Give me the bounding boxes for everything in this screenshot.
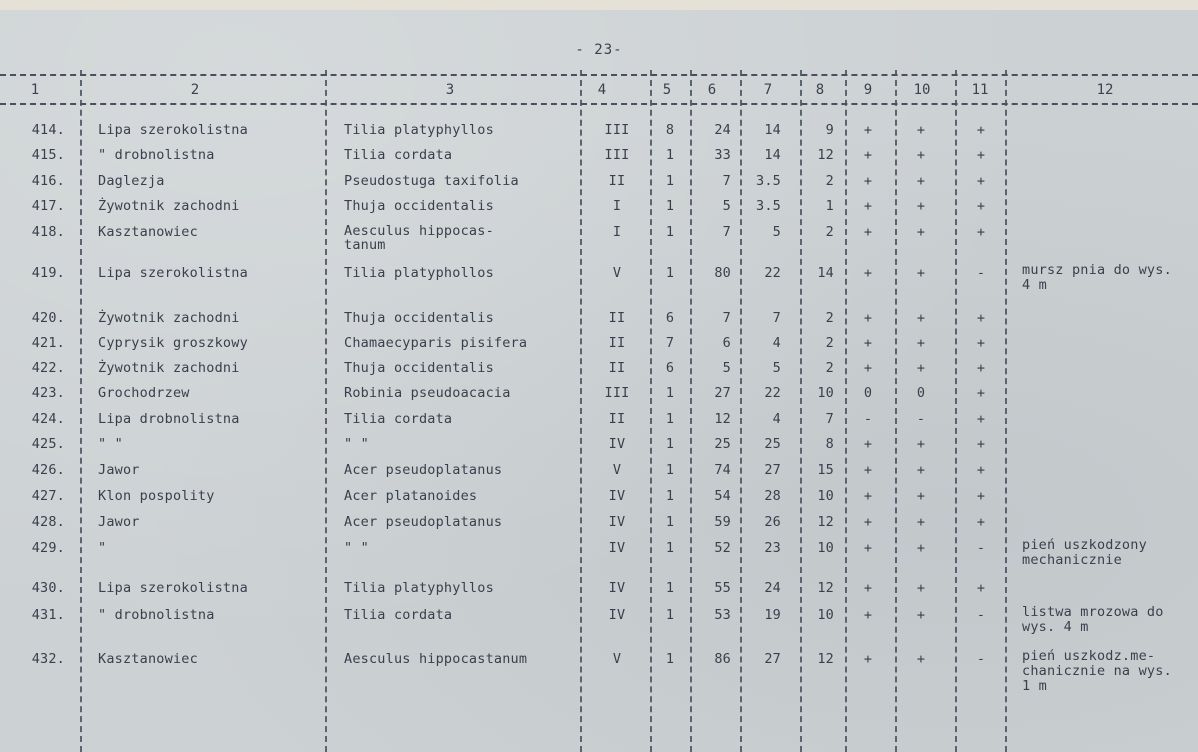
polish-name: Żywotnik zachodni bbox=[98, 360, 240, 376]
diameter: 52 bbox=[714, 540, 731, 556]
condition-a: + bbox=[863, 224, 873, 240]
condition-c: + bbox=[976, 462, 986, 478]
row-number: 414. bbox=[31, 122, 65, 138]
age-class: IV bbox=[608, 514, 626, 530]
crown-width: 7 bbox=[825, 411, 834, 427]
condition-a: + bbox=[863, 580, 873, 596]
diameter: 74 bbox=[714, 462, 731, 478]
age-class: II bbox=[608, 360, 626, 376]
crown-width: 15 bbox=[817, 462, 834, 478]
column-header: 6 bbox=[707, 82, 717, 98]
polish-name: Grochodrzew bbox=[98, 385, 190, 401]
height: 26 bbox=[764, 514, 781, 530]
crown-width: 12 bbox=[817, 147, 834, 163]
column-divider bbox=[80, 70, 82, 752]
age-class: IV bbox=[608, 580, 626, 596]
condition-a: + bbox=[863, 335, 873, 351]
condition-b: + bbox=[916, 265, 926, 281]
latin-name: Chamaecyparis pisifera bbox=[344, 335, 528, 351]
condition-b: + bbox=[916, 360, 926, 376]
count: 1 bbox=[665, 173, 675, 189]
column-divider bbox=[690, 70, 692, 752]
condition-c: + bbox=[976, 411, 986, 427]
diameter: 53 bbox=[714, 607, 731, 623]
polish-name: Kasztanowiec bbox=[98, 224, 198, 240]
condition-c: + bbox=[976, 360, 986, 376]
row-number: 421. bbox=[31, 335, 65, 351]
latin-name: Tilia cordata bbox=[344, 147, 453, 163]
condition-b: - bbox=[916, 411, 926, 427]
column-divider bbox=[325, 70, 327, 752]
condition-b: + bbox=[916, 122, 926, 138]
height: 14 bbox=[764, 147, 781, 163]
polish-name: Żywotnik zachodni bbox=[98, 310, 240, 326]
crown-width: 2 bbox=[825, 360, 834, 376]
count: 1 bbox=[665, 147, 675, 163]
condition-b: + bbox=[916, 224, 926, 240]
condition-c: + bbox=[976, 436, 986, 452]
condition-b: + bbox=[916, 580, 926, 596]
crown-width: 2 bbox=[825, 224, 834, 240]
count: 1 bbox=[665, 607, 675, 623]
diameter: 7 bbox=[722, 173, 731, 189]
age-class: IV bbox=[608, 436, 626, 452]
age-class: V bbox=[612, 462, 622, 478]
diameter: 55 bbox=[714, 580, 731, 596]
latin-name: Tilia platyphyllos bbox=[344, 580, 494, 596]
height: 22 bbox=[764, 265, 781, 281]
count: 1 bbox=[665, 488, 675, 504]
condition-b: + bbox=[916, 651, 926, 667]
crown-width: 12 bbox=[817, 580, 834, 596]
diameter: 27 bbox=[714, 385, 731, 401]
age-class: III bbox=[604, 385, 630, 401]
column-divider bbox=[955, 70, 957, 752]
count: 1 bbox=[665, 265, 675, 281]
condition-a: + bbox=[863, 265, 873, 281]
count: 6 bbox=[665, 310, 675, 326]
crown-width: 2 bbox=[825, 310, 834, 326]
condition-a: + bbox=[863, 514, 873, 530]
diameter: 86 bbox=[714, 651, 731, 667]
remarks: pień uszkodzony mechanicznie bbox=[1022, 537, 1147, 568]
age-class: II bbox=[608, 310, 626, 326]
condition-a: + bbox=[863, 540, 873, 556]
age-class: V bbox=[612, 265, 622, 281]
count: 1 bbox=[665, 514, 675, 530]
count: 1 bbox=[665, 224, 675, 240]
height: 25 bbox=[764, 436, 781, 452]
condition-a: + bbox=[863, 173, 873, 189]
count: 6 bbox=[665, 360, 675, 376]
condition-b: + bbox=[916, 147, 926, 163]
crown-width: 2 bbox=[825, 335, 834, 351]
height: 3.5 bbox=[756, 198, 781, 214]
condition-c: + bbox=[976, 122, 986, 138]
diameter: 6 bbox=[722, 335, 731, 351]
latin-name: Acer platanoides bbox=[344, 488, 478, 504]
crown-width: 10 bbox=[817, 607, 834, 623]
latin-name: Thuja occidentalis bbox=[344, 360, 494, 376]
row-number: 415. bbox=[31, 147, 65, 163]
polish-name: Lipa szerokolistna bbox=[98, 122, 248, 138]
row-number: 422. bbox=[31, 360, 65, 376]
condition-c: - bbox=[976, 540, 986, 556]
polish-name: Kasztanowiec bbox=[98, 651, 198, 667]
latin-name: " " bbox=[344, 436, 369, 452]
row-number: 427. bbox=[31, 488, 65, 504]
condition-b: + bbox=[916, 488, 926, 504]
diameter: 7 bbox=[722, 224, 731, 240]
column-divider bbox=[650, 70, 652, 752]
condition-a: + bbox=[863, 436, 873, 452]
latin-name: Acer pseudoplatanus bbox=[344, 514, 503, 530]
polish-name: Cyprysik groszkowy bbox=[98, 335, 248, 351]
column-header: 12 bbox=[1096, 82, 1114, 98]
height: 3.5 bbox=[756, 173, 781, 189]
polish-name: Lipa szerokolistna bbox=[98, 580, 248, 596]
height: 27 bbox=[764, 651, 781, 667]
row-number: 426. bbox=[31, 462, 65, 478]
remarks: pień uszkodz.me-chanicznie na wys. 1 m bbox=[1022, 648, 1172, 694]
height: 4 bbox=[772, 411, 781, 427]
age-class: IV bbox=[608, 488, 626, 504]
condition-a: - bbox=[863, 411, 873, 427]
column-header: 10 bbox=[913, 82, 931, 98]
condition-b: + bbox=[916, 436, 926, 452]
condition-c: + bbox=[976, 335, 986, 351]
count: 1 bbox=[665, 540, 675, 556]
crown-width: 10 bbox=[817, 488, 834, 504]
condition-c: + bbox=[976, 514, 986, 530]
column-divider bbox=[845, 70, 847, 752]
remarks: mursz pnia do wys. 4 m bbox=[1022, 262, 1172, 293]
age-class: II bbox=[608, 411, 626, 427]
column-divider bbox=[740, 70, 742, 752]
height: 14 bbox=[764, 122, 781, 138]
diameter: 24 bbox=[714, 122, 731, 138]
column-header: 7 bbox=[763, 82, 773, 98]
row-number: 424. bbox=[31, 411, 65, 427]
age-class: III bbox=[604, 147, 630, 163]
latin-name: Acer pseudoplatanus bbox=[344, 462, 503, 478]
column-header: 4 bbox=[597, 82, 607, 98]
condition-c: + bbox=[976, 580, 986, 596]
age-class: V bbox=[612, 651, 622, 667]
condition-b: + bbox=[916, 173, 926, 189]
count: 1 bbox=[665, 436, 675, 452]
height: 5 bbox=[772, 360, 781, 376]
latin-name: Thuja occidentalis bbox=[344, 310, 494, 326]
row-number: 417. bbox=[31, 198, 65, 214]
condition-c: + bbox=[976, 147, 986, 163]
latin-name: Robinia pseudoacacia bbox=[344, 385, 511, 401]
polish-name: " drobnolistna bbox=[98, 147, 215, 163]
height: 5 bbox=[772, 224, 781, 240]
crown-width: 12 bbox=[817, 514, 834, 530]
column-divider bbox=[895, 70, 897, 752]
crown-width: 9 bbox=[825, 122, 834, 138]
condition-b: + bbox=[916, 462, 926, 478]
latin-name: Tilia cordata bbox=[344, 607, 453, 623]
condition-b: + bbox=[916, 198, 926, 214]
polish-name: Żywotnik zachodni bbox=[98, 198, 240, 214]
height: 28 bbox=[764, 488, 781, 504]
row-number: 430. bbox=[31, 580, 65, 596]
count: 1 bbox=[665, 385, 675, 401]
condition-c: + bbox=[976, 224, 986, 240]
condition-a: + bbox=[863, 607, 873, 623]
age-class: I bbox=[612, 224, 622, 240]
column-header: 9 bbox=[863, 82, 873, 98]
column-header: 11 bbox=[971, 82, 989, 98]
column-header: 8 bbox=[815, 82, 825, 98]
diameter: 5 bbox=[722, 360, 731, 376]
column-header: 2 bbox=[190, 82, 200, 98]
column-header: 1 bbox=[30, 82, 40, 98]
paper-edge bbox=[0, 0, 1198, 10]
condition-c: + bbox=[976, 310, 986, 326]
count: 1 bbox=[665, 462, 675, 478]
column-divider bbox=[580, 70, 582, 752]
condition-a: + bbox=[863, 198, 873, 214]
header-rule-top bbox=[0, 74, 1198, 76]
diameter: 5 bbox=[722, 198, 731, 214]
height: 7 bbox=[772, 310, 781, 326]
height: 4 bbox=[772, 335, 781, 351]
page-number: - 23- bbox=[575, 42, 623, 58]
condition-b: + bbox=[916, 607, 926, 623]
header-rule-bottom bbox=[0, 103, 1198, 105]
column-divider bbox=[1005, 70, 1007, 752]
age-class: II bbox=[608, 335, 626, 351]
condition-a: + bbox=[863, 147, 873, 163]
count: 1 bbox=[665, 198, 675, 214]
diameter: 33 bbox=[714, 147, 731, 163]
row-number: 418. bbox=[31, 224, 65, 240]
diameter: 25 bbox=[714, 436, 731, 452]
polish-name: Jawor bbox=[98, 462, 140, 478]
condition-c: - bbox=[976, 265, 986, 281]
height: 24 bbox=[764, 580, 781, 596]
polish-name: Daglezja bbox=[98, 173, 165, 189]
count: 1 bbox=[665, 580, 675, 596]
row-number: 428. bbox=[31, 514, 65, 530]
latin-name: Thuja occidentalis bbox=[344, 198, 494, 214]
latin-name: Tilia cordata bbox=[344, 411, 453, 427]
polish-name: Lipa szerokolistna bbox=[98, 265, 248, 281]
polish-name: Klon pospolity bbox=[98, 488, 215, 504]
polish-name: Jawor bbox=[98, 514, 140, 530]
crown-width: 10 bbox=[817, 540, 834, 556]
height: 22 bbox=[764, 385, 781, 401]
latin-name: Aesculus hippocas- tanum bbox=[344, 223, 494, 253]
polish-name: " " bbox=[98, 436, 123, 452]
count: 1 bbox=[665, 651, 675, 667]
height: 27 bbox=[764, 462, 781, 478]
row-number: 420. bbox=[31, 310, 65, 326]
count: 8 bbox=[665, 122, 675, 138]
diameter: 7 bbox=[722, 310, 731, 326]
height: 19 bbox=[764, 607, 781, 623]
polish-name: " drobnolistna bbox=[98, 607, 215, 623]
condition-b: + bbox=[916, 310, 926, 326]
height: 23 bbox=[764, 540, 781, 556]
count: 7 bbox=[665, 335, 675, 351]
condition-a: + bbox=[863, 360, 873, 376]
latin-name: Tilia platyphyllos bbox=[344, 122, 494, 138]
remarks: listwa mrozowa do wys. 4 m bbox=[1022, 604, 1164, 635]
crown-width: 8 bbox=[825, 436, 834, 452]
age-class: IV bbox=[608, 540, 626, 556]
condition-a: + bbox=[863, 651, 873, 667]
diameter: 59 bbox=[714, 514, 731, 530]
row-number: 432. bbox=[31, 651, 65, 667]
age-class: II bbox=[608, 173, 626, 189]
condition-c: + bbox=[976, 173, 986, 189]
condition-c: + bbox=[976, 385, 986, 401]
condition-b: 0 bbox=[916, 385, 926, 401]
condition-a: + bbox=[863, 488, 873, 504]
crown-width: 2 bbox=[825, 173, 834, 189]
crown-width: 1 bbox=[825, 198, 834, 214]
diameter: 80 bbox=[714, 265, 731, 281]
diameter: 54 bbox=[714, 488, 731, 504]
diameter: 12 bbox=[714, 411, 731, 427]
condition-a: + bbox=[863, 310, 873, 326]
condition-a: + bbox=[863, 122, 873, 138]
column-header: 5 bbox=[662, 82, 672, 98]
age-class: I bbox=[612, 198, 622, 214]
crown-width: 14 bbox=[817, 265, 834, 281]
condition-c: - bbox=[976, 607, 986, 623]
row-number: 425. bbox=[31, 436, 65, 452]
condition-c: + bbox=[976, 198, 986, 214]
age-class: IV bbox=[608, 607, 626, 623]
condition-b: + bbox=[916, 335, 926, 351]
condition-b: + bbox=[916, 514, 926, 530]
condition-a: + bbox=[863, 462, 873, 478]
age-class: III bbox=[604, 122, 630, 138]
row-number: 431. bbox=[31, 607, 65, 623]
polish-name: Lipa drobnolistna bbox=[98, 411, 240, 427]
condition-a: 0 bbox=[863, 385, 873, 401]
latin-name: Pseudostuga taxifolia bbox=[344, 173, 519, 189]
latin-name: " " bbox=[344, 540, 369, 556]
condition-b: + bbox=[916, 540, 926, 556]
latin-name: Aesculus hippocastanum bbox=[344, 651, 528, 667]
row-number: 423. bbox=[31, 385, 65, 401]
count: 1 bbox=[665, 411, 675, 427]
polish-name: " bbox=[98, 540, 107, 556]
row-number: 419. bbox=[31, 265, 65, 281]
crown-width: 12 bbox=[817, 651, 834, 667]
row-number: 416. bbox=[31, 173, 65, 189]
column-header: 3 bbox=[445, 82, 455, 98]
crown-width: 10 bbox=[817, 385, 834, 401]
latin-name: Tilia platyphollos bbox=[344, 265, 494, 281]
condition-c: - bbox=[976, 651, 986, 667]
row-number: 429. bbox=[31, 540, 65, 556]
condition-c: + bbox=[976, 488, 986, 504]
